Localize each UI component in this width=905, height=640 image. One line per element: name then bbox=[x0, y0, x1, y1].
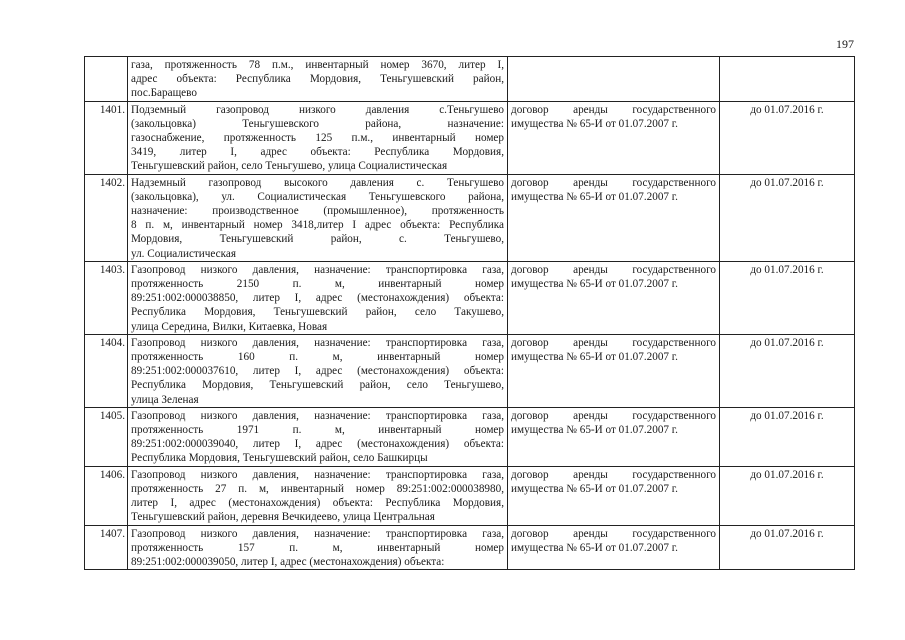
description-line: Теньгушевский район, село Теньгушево, улица Социалистическая bbox=[131, 160, 448, 173]
description-cell bbox=[128, 407, 508, 466]
description-line: 89:251:002:000039050, литер I, адрес (местонахождения) объекта: bbox=[131, 555, 445, 568]
registry-table-body bbox=[85, 57, 855, 570]
term-cell bbox=[720, 334, 855, 407]
description-line: 3419, литер I, адрес объекта: Республика Мордовия, bbox=[131, 146, 504, 159]
basis-cell bbox=[508, 174, 720, 261]
basis-line: договор аренды государственного bbox=[511, 527, 716, 540]
basis-line: имущества № 65-И от 01.07.2007 г. bbox=[511, 424, 678, 437]
description-line: Республика Мордовия, Теньгушевский район, село Теньгушево, bbox=[131, 379, 504, 392]
basis-line: имущества № 65-И от 01.07.2007 г. bbox=[511, 482, 678, 495]
description-cell bbox=[128, 525, 508, 570]
description-cell bbox=[128, 334, 508, 407]
description-line: 89:251:002:000038850, литер I, адрес (местонахождения) объекта: bbox=[131, 292, 504, 305]
description-line: протяженность 1971 п. м, инвентарный номер bbox=[131, 424, 504, 437]
row-number-cell bbox=[85, 261, 128, 334]
lease-term: до 01.07.2016 г. bbox=[750, 336, 824, 349]
row-number: 1404. bbox=[99, 336, 125, 349]
description-cell bbox=[128, 57, 508, 102]
description-line: назначение: производственное (промышленное), протяженность bbox=[131, 205, 504, 218]
term-cell bbox=[720, 525, 855, 570]
description-line: протяженность 160 п. м, инвентарный номер bbox=[131, 351, 504, 364]
term-cell bbox=[720, 466, 855, 525]
row-number: 1407. bbox=[99, 527, 125, 540]
term-cell bbox=[720, 261, 855, 334]
table-row bbox=[85, 174, 855, 261]
basis-line: имущества № 65-И от 01.07.2007 г. bbox=[511, 117, 678, 130]
description-line: 89:251:002:000037610, литер I, адрес (местонахождения) объекта: bbox=[131, 365, 504, 378]
basis-line: договор аренды государственного bbox=[511, 263, 716, 276]
basis-line: имущества № 65-И от 01.07.2007 г. bbox=[511, 190, 678, 203]
row-number-cell bbox=[85, 407, 128, 466]
page-number: 197 bbox=[836, 37, 854, 51]
table-row bbox=[85, 101, 855, 174]
description-line: Республика Мордовия, Теньгушевский район, село Башкирцы bbox=[131, 452, 428, 465]
basis-line: договор аренды государственного bbox=[511, 103, 716, 116]
description-line: Газопровод низкого давления, назначение: транспортировка газа, bbox=[131, 336, 504, 349]
description-line: улица Середина, Вилки, Китаевка, Новая bbox=[131, 320, 328, 333]
description-line: улица Зеленая bbox=[131, 393, 199, 406]
row-number: 1402. bbox=[99, 176, 125, 189]
row-number-cell bbox=[85, 174, 128, 261]
basis-line: договор аренды государственного bbox=[511, 336, 716, 349]
table-row bbox=[85, 407, 855, 466]
basis-cell bbox=[508, 407, 720, 466]
description-cell bbox=[128, 466, 508, 525]
row-number: 1403. bbox=[99, 263, 125, 276]
description-line: пос.Баращево bbox=[131, 87, 197, 100]
basis-line: договор аренды государственного bbox=[511, 468, 716, 481]
lease-term: до 01.07.2016 г. bbox=[750, 103, 824, 116]
basis-line: имущества № 65-И от 01.07.2007 г. bbox=[511, 351, 678, 364]
description-line: Мордовия, Теньгушевский район, с. Теньгушево, bbox=[131, 233, 504, 246]
basis-line: договор аренды государственного bbox=[511, 176, 716, 189]
description-line: 89:251:002:000039040, литер I, адрес (местонахождения) объекта: bbox=[131, 438, 504, 451]
term-cell bbox=[720, 174, 855, 261]
description-line: протяженность 157 п. м, инвентарный номер bbox=[131, 541, 504, 554]
description-line: протяженность 2150 п. м, инвентарный номер bbox=[131, 278, 504, 291]
lease-term: до 01.07.2016 г. bbox=[750, 409, 824, 422]
row-number-cell bbox=[85, 57, 128, 102]
term-cell bbox=[720, 101, 855, 174]
basis-cell bbox=[508, 525, 720, 570]
lease-term: до 01.07.2016 г. bbox=[750, 468, 824, 481]
table-row bbox=[85, 334, 855, 407]
row-number-cell bbox=[85, 466, 128, 525]
description-line: Теньгушевский район, деревня Вечкидеево, улица Центральная bbox=[131, 511, 435, 524]
basis-cell bbox=[508, 334, 720, 407]
row-number: 1405. bbox=[99, 409, 125, 422]
description-line: газоснабжение, протяженность 125 п.м., инвентарный номер bbox=[131, 132, 504, 145]
lease-term: до 01.07.2016 г. bbox=[750, 176, 824, 189]
description-cell bbox=[128, 261, 508, 334]
term-cell bbox=[720, 407, 855, 466]
lease-term: до 01.07.2016 г. bbox=[750, 263, 824, 276]
description-line: Газопровод низкого давления, назначение: транспортировка газа, bbox=[131, 527, 504, 540]
description-line: (закольцовка), ул. Социалистическая Теньгушевского района, bbox=[131, 190, 504, 203]
description-cell bbox=[128, 174, 508, 261]
row-number: 1406. bbox=[99, 468, 125, 481]
description-line: 8 п. м, инвентарный номер 3418,литер I адрес объекта: Республика bbox=[131, 219, 504, 232]
term-cell bbox=[720, 57, 855, 102]
row-number-cell bbox=[85, 334, 128, 407]
description-line: Надземный газопровод высокого давления с. Теньгушево bbox=[131, 176, 504, 189]
description-line: протяженность 27 п. м, инвентарный номер 89:251:002:000038980, bbox=[131, 482, 504, 495]
basis-line: имущества № 65-И от 01.07.2007 г. bbox=[511, 278, 678, 291]
table-row bbox=[85, 261, 855, 334]
description-line: (закольцовка) Теньгушевского района, назначение: bbox=[131, 117, 504, 130]
basis-line: имущества № 65-И от 01.07.2007 г. bbox=[511, 541, 678, 554]
row-number-cell bbox=[85, 101, 128, 174]
basis-cell bbox=[508, 261, 720, 334]
row-number-cell bbox=[85, 525, 128, 570]
description-line: Газопровод низкого давления, назначение: транспортировка газа, bbox=[131, 409, 504, 422]
lease-term: до 01.07.2016 г. bbox=[750, 527, 824, 540]
basis-cell bbox=[508, 57, 720, 102]
row-number: 1401. bbox=[99, 103, 125, 116]
description-line: Подземный газопровод низкого давления с.Теньгушево bbox=[131, 103, 504, 116]
description-cell bbox=[128, 101, 508, 174]
description-line: Газопровод низкого давления, назначение: транспортировка газа, bbox=[131, 468, 504, 481]
description-line: газа, протяженность 78 п.м., инвентарный номер 3670, литер I, bbox=[131, 59, 504, 71]
property-registry-table bbox=[84, 56, 855, 570]
basis-line: договор аренды государственного bbox=[511, 409, 716, 422]
table-row bbox=[85, 466, 855, 525]
table-row bbox=[85, 525, 855, 570]
description-line: Республика Мордовия, Теньгушевский район, село Такушево, bbox=[131, 306, 504, 319]
basis-cell bbox=[508, 101, 720, 174]
continuation-row bbox=[85, 57, 855, 102]
basis-cell bbox=[508, 466, 720, 525]
description-line: адрес объекта: Республика Мордовия, Теньгушевский район, bbox=[131, 73, 504, 86]
description-line: литер I, адрес (местонахождения) объекта: Республика Мордовия, bbox=[131, 497, 504, 510]
description-line: ул. Социалистическая bbox=[131, 247, 236, 260]
description-line: Газопровод низкого давления, назначение: транспортировка газа, bbox=[131, 263, 504, 276]
